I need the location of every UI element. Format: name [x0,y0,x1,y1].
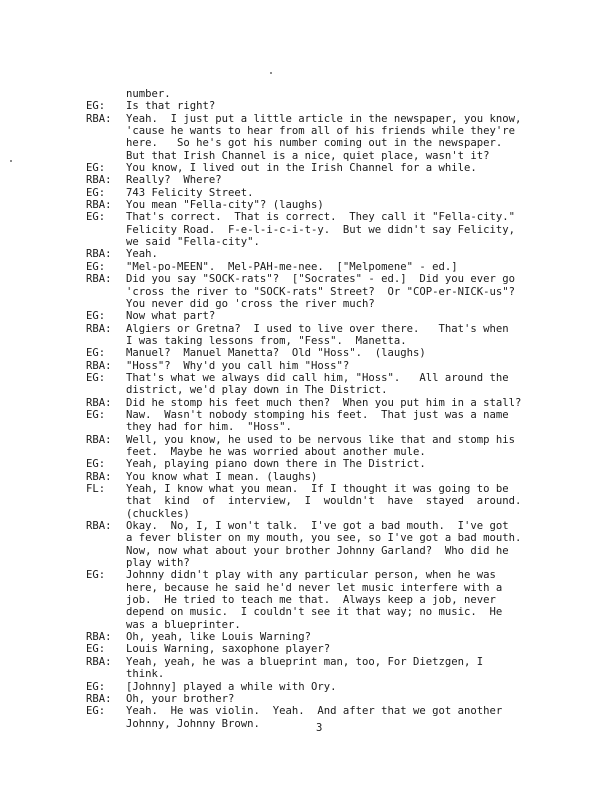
speaker-label: EG: [86,211,106,224]
transcript-line [86,545,594,557]
dialogue-text: here, because he said he'd never let music interfere with a [126,581,503,594]
transcript-line [86,495,594,507]
speaker-label: RBA: [86,433,112,446]
dialogue-text: (chuckles) [126,507,190,520]
transcript-body [86,88,594,730]
speaker-label: EG: [86,408,106,421]
transcript-line [86,569,594,581]
speaker-label: RBA: [86,273,112,286]
dialogue-text: they had for him. "Hoss". [126,421,292,434]
transcript-line [86,594,594,606]
speaker-label: EG: [86,162,106,175]
transcript-line [86,310,594,322]
dialogue-text: That's correct. That is correct. They call it "Fella-city." [126,211,516,224]
transcript-line [86,88,594,100]
speaker-label: EG: [86,260,106,273]
speaker-label [86,335,126,347]
speaker-label [86,421,126,433]
dialogue-text: That's what we always did call him, "Hoss". All around the [126,371,509,384]
dialogue-text: You know, I lived out in the Irish Channel for a while. [126,162,477,175]
transcript-line [86,162,594,174]
transcript-line [86,718,594,730]
speaker-label [86,495,126,507]
transcript-line [86,273,594,285]
speaker-label [86,594,126,606]
transcript-line [86,397,594,409]
dialogue-text: district, we'd play down in The District. [126,384,388,397]
transcript-line [86,606,594,618]
dialogue-text: Well, you know, he used to be nervous like that and stomp his [126,433,516,446]
speaker-label: EG: [86,643,106,656]
dialogue-text: Manuel? Manuel Manetta? Old "Hoss". (laughs) [126,347,426,360]
transcript-line [86,199,594,211]
transcript-line [86,421,594,433]
dialogue-text: Now what part? [126,310,216,323]
transcript-line [86,483,594,495]
speaker-label: EG: [86,100,106,113]
dialogue-text: we said "Fella-city". [126,236,260,249]
dialogue-text: Now, now what about your brother Johnny Garland? Who did he [126,544,509,557]
dialogue-text: 743 Felicity Street. [126,186,254,199]
speaker-label: RBA: [86,248,112,261]
speaker-label [86,668,126,680]
speaker-label: EG: [86,680,106,693]
transcript-line [86,458,594,470]
dialogue-text: Oh, your brother? [126,692,235,705]
speaker-label: EG: [86,186,106,199]
dialogue-text: Yeah. He was violin. Yeah. And after that we got another [126,705,503,718]
speaker-label: RBA: [86,174,112,187]
speaker-label: RBA: [86,359,112,372]
speaker-label: RBA: [86,655,112,668]
transcript-line [86,100,594,112]
speaker-label: EG: [86,458,106,471]
transcript-line [86,434,594,446]
speaker-label [86,619,126,631]
dialogue-text: Oh, yeah, like Louis Warning? [126,631,311,644]
speaker-label: EG: [86,371,106,384]
dialogue-text: "Hoss"? Why'd you call him "Hoss"? [126,359,350,372]
dialogue-text: Louis Warning, saxophone player? [126,643,331,656]
speaker-label [86,545,126,557]
dialogue-text: Really? Where? [126,174,222,187]
dialogue-text: I was taking lessons from, "Fess". Manetta. [126,334,407,347]
dialogue-text: "Mel-po-MEEN". Mel-PAH-me-nee. ["Melpomene" - ed.] [126,260,458,273]
transcript-line [86,557,594,569]
transcript-line [86,174,594,186]
dialogue-text: Johnny, Johnny Brown. [126,717,260,730]
speaker-label [86,508,126,520]
speaker-label [86,137,126,149]
dialogue-text: [Johnny] played a while with Ory. [126,680,337,693]
dialogue-text: depend on music. I couldn't see it that way; no music. He [126,606,503,619]
dialogue-text: Did he stomp his feet much then? When you put him in a stall? [126,396,522,409]
speaker-label: FL: [86,483,106,495]
transcript-line [86,631,594,643]
dialogue-text: that kind of interview, I wouldn't have stayed around. [126,495,522,508]
transcript-line [86,113,594,125]
dialogue-text: You mean "Fella-city"? (laughs) [126,199,324,212]
transcript-line [86,236,594,248]
dialogue-text: You never did go 'cross the river much? [126,297,375,310]
transcript-line [86,335,594,347]
speaker-label [86,125,126,137]
speaker-label [86,236,126,248]
dialogue-text: Yeah, I know what you mean. If I thought it was going to be [126,483,509,495]
speaker-label [86,150,126,162]
dialogue-text: 'cross the river to "SOCK-rats" Street? Or "COP-er-NICK-us"? [126,285,516,298]
dialogue-text: You know what I mean. (laughs) [126,470,318,483]
speaker-label [86,88,126,100]
dialogue-text: a fever blister on my mouth, you see, so I've got a bad mouth. [126,532,522,545]
dialogue-text: feet. Maybe he was worried about another mule. [126,445,426,458]
transcript-line [86,211,594,223]
page-number: 3 [316,722,323,734]
speaker-label: RBA: [86,631,112,644]
dialogue-text: here. So he's got his number coming out in the newspaper. [126,137,503,150]
transcript-line [86,137,594,149]
dialogue-text: Okay. No, I, I won't talk. I've got a bad mouth. I've got [126,520,509,533]
speaker-label [86,557,126,569]
speaker-label: RBA: [86,520,112,533]
transcript-line [86,261,594,273]
dialogue-text: number. [126,88,171,100]
transcript-line [86,360,594,372]
speaker-label [86,606,126,618]
paper-speck [10,160,12,162]
transcript-line [86,409,594,421]
transcript-line [86,384,594,396]
transcript-line [86,520,594,532]
transcript-line [86,668,594,680]
transcript-line [86,323,594,335]
dialogue-text: Did you say "SOCK-rats"? ["Socrates" - ed.] Did you ever go [126,273,516,286]
speaker-label [86,298,126,310]
transcript-line [86,224,594,236]
speaker-label: RBA: [86,322,112,335]
dialogue-text: Yeah. I just put a little article in the newspaper, you know, [126,112,522,125]
transcript-line [86,582,594,594]
transcript-line [86,643,594,655]
dialogue-text: Algiers or Gretna? I used to live over there. That's when [126,322,509,335]
speaker-label: RBA: [86,396,112,409]
transcript-line [86,372,594,384]
transcript-line [86,125,594,137]
speaker-label: EG: [86,310,106,323]
speaker-label [86,446,126,458]
speaker-label [86,718,126,730]
dialogue-text: think. [126,668,165,681]
transcript-line [86,187,594,199]
speaker-label [86,532,126,544]
transcript-line [86,286,594,298]
transcript-line [86,705,594,717]
transcript-line [86,656,594,668]
dialogue-text: Naw. Wasn't nobody stomping his feet. That just was a name [126,408,509,421]
transcript-line [86,681,594,693]
transcript-line [86,446,594,458]
dialogue-text: Yeah. [126,248,158,261]
transcript-line [86,619,594,631]
speaker-label: RBA: [86,470,112,483]
speaker-label: RBA: [86,112,112,125]
speaker-label: EG: [86,569,106,582]
speaker-label [86,582,126,594]
transcript-line [86,298,594,310]
dialogue-text: play with? [126,557,190,570]
dialogue-text: was a blueprinter. [126,618,241,631]
dialogue-text: Yeah, yeah, he was a blueprint man, too, For Dietzgen, I [126,655,484,668]
dialogue-text: Yeah, playing piano down there in The District. [126,458,426,471]
speaker-label: RBA: [86,692,112,705]
transcript-line [86,248,594,260]
dialogue-text: Is that right? [126,100,216,113]
paper-speck [270,72,272,74]
transcript-line [86,347,594,359]
transcript-line [86,532,594,544]
speaker-label [86,224,126,236]
transcript-line [86,693,594,705]
dialogue-text: Johnny didn't play with any particular person, when he was [126,569,496,582]
transcript-line [86,508,594,520]
dialogue-text: 'cause he wants to hear from all of his friends while they're [126,125,516,138]
dialogue-text: job. He tried to teach me that. Always keep a job, never [126,594,496,607]
speaker-label [86,286,126,298]
dialogue-text: Felicity Road. F-e-l-i-c-i-t-y. But we didn't say Felicity, [126,223,516,236]
speaker-label: EG: [86,705,106,718]
speaker-label: RBA: [86,199,112,212]
speaker-label: EG: [86,347,106,360]
transcript-line [86,471,594,483]
dialogue-text: But that Irish Channel is a nice, quiet place, wasn't it? [126,149,490,162]
speaker-label [86,384,126,396]
transcript-line [86,150,594,162]
